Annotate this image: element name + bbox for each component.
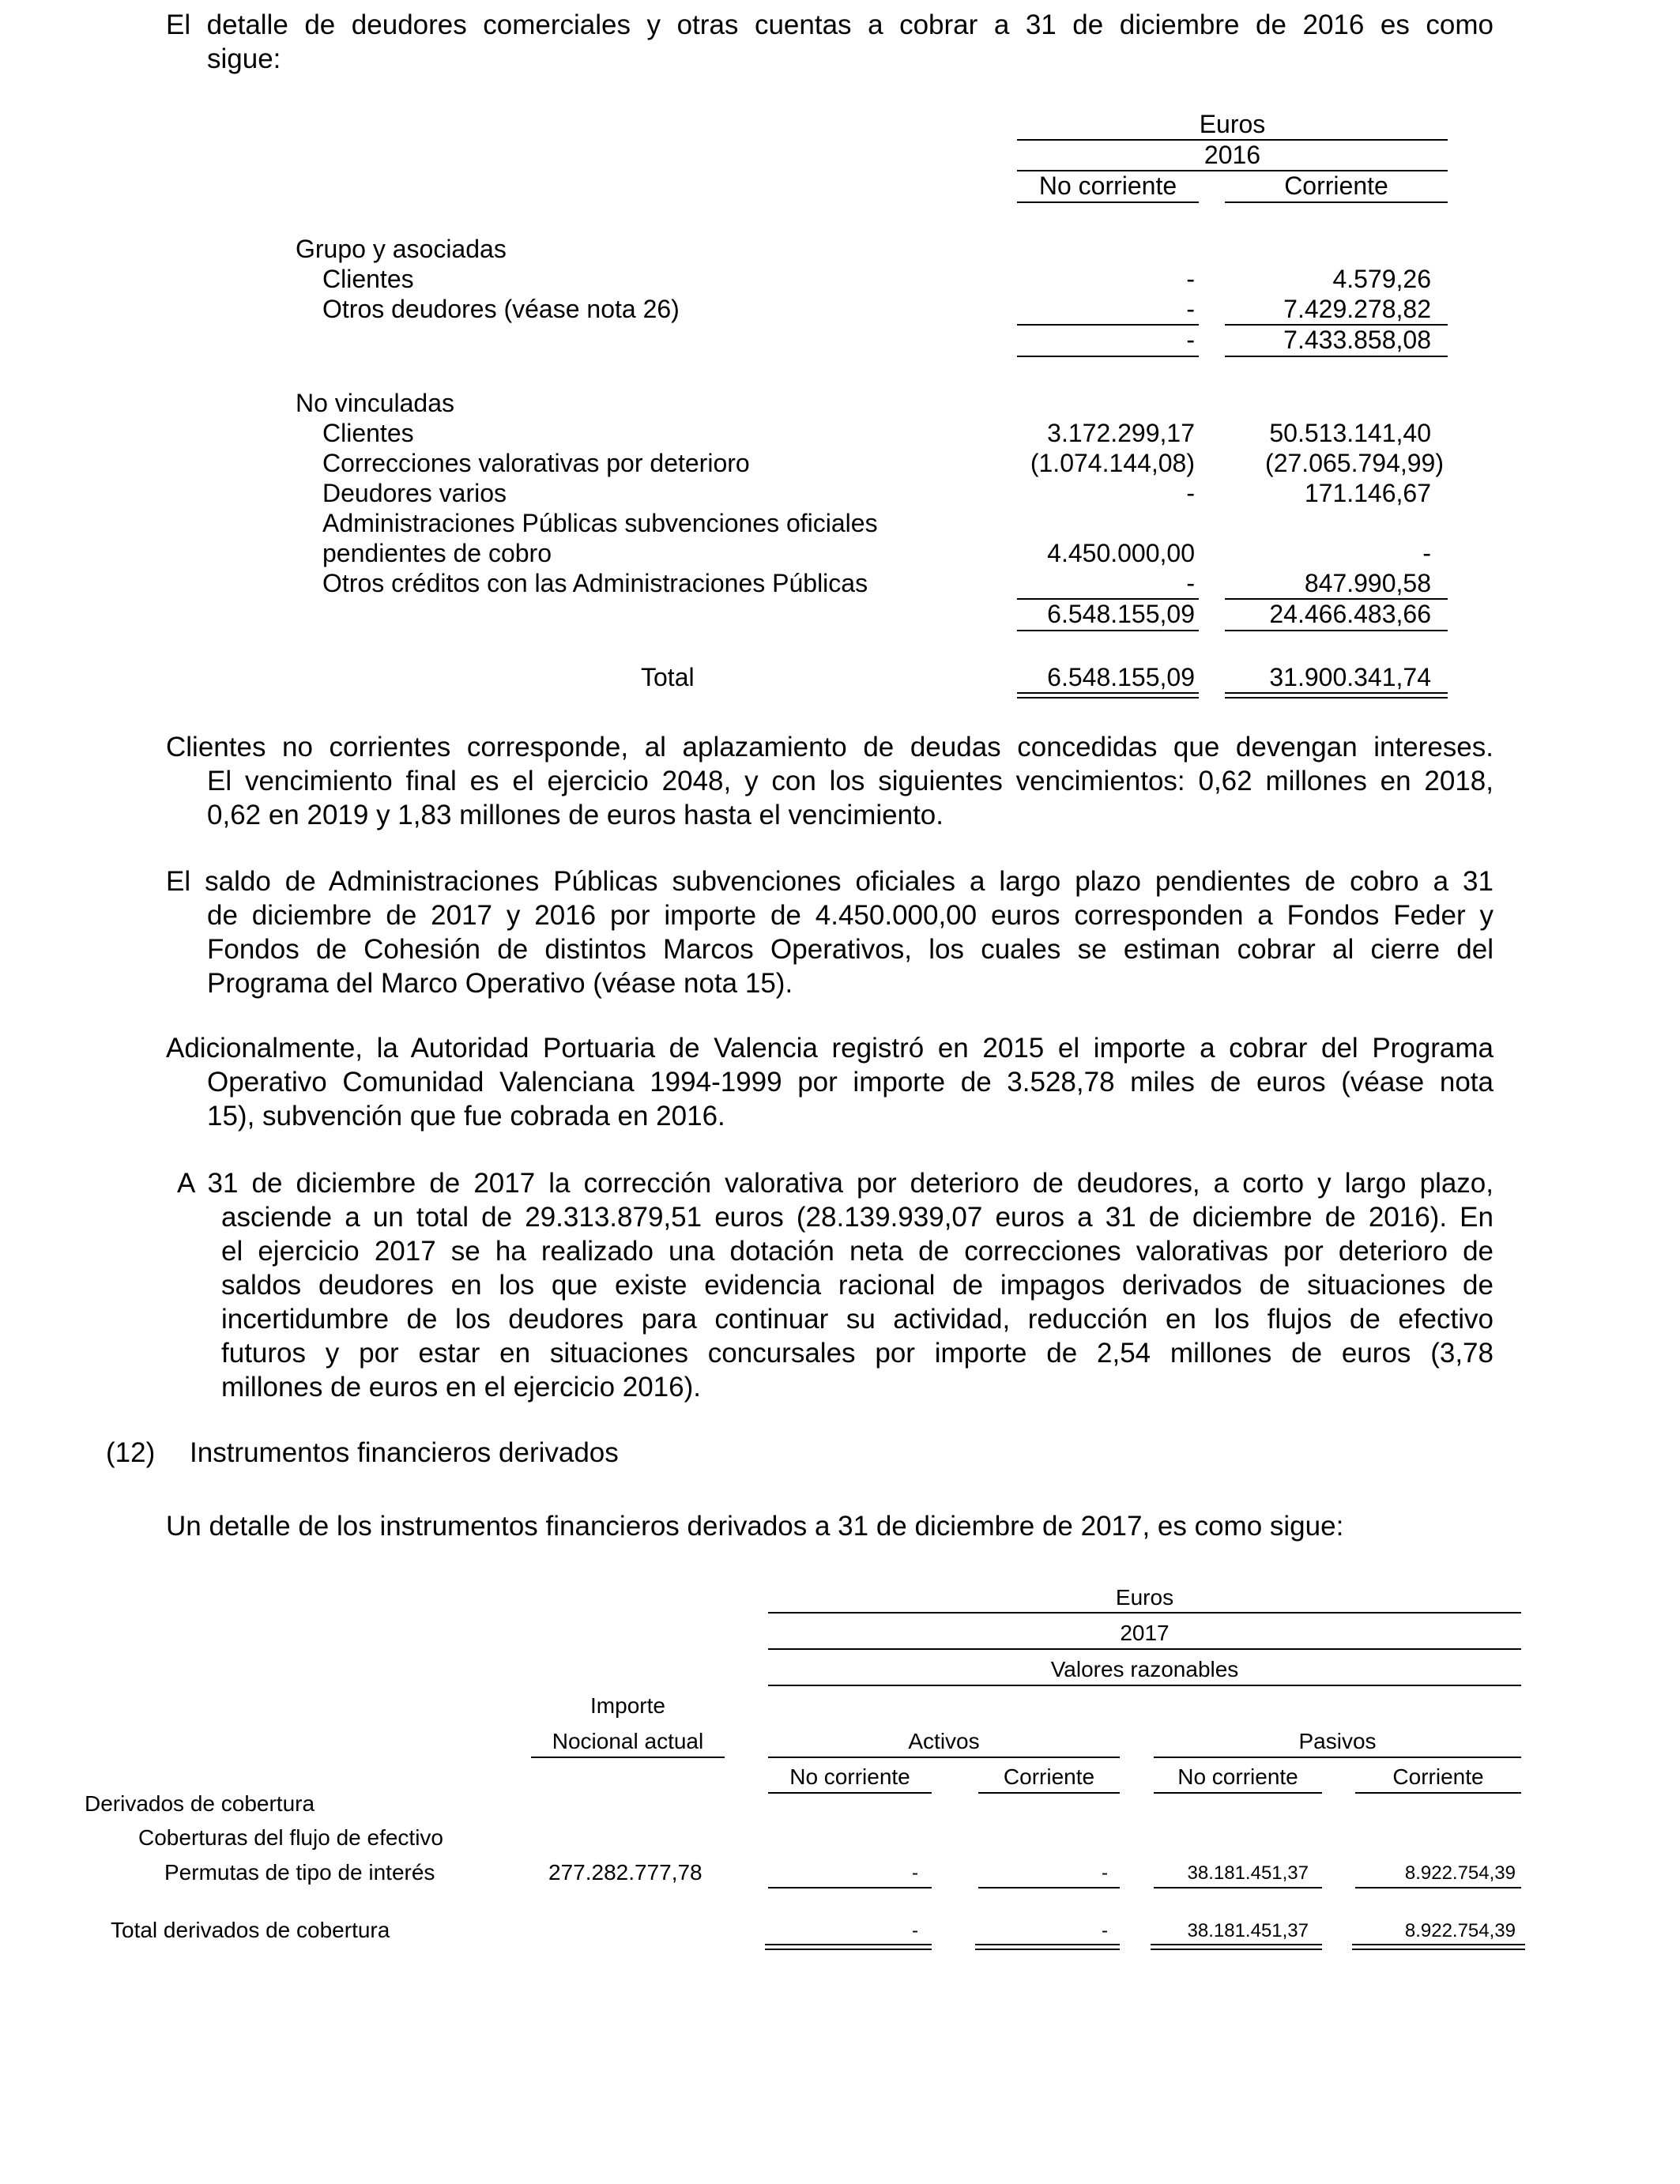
table2-total-double-rule <box>1151 1944 1322 1950</box>
paragraph-adicional <box>166 1031 1494 1133</box>
intro-paragraph <box>166 8 1494 76</box>
paragraph-line: Fondos de Cohesión de distintos Marcos Operativos, los cuales se estiman cobrar al cierre del <box>207 934 1494 965</box>
table2-rule <box>1154 1757 1521 1758</box>
paragraph-clientes <box>166 730 1494 832</box>
subtotal-noncurrent: 6.548.155,09 <box>1047 600 1195 628</box>
table2-total-double-rule <box>975 1944 1120 1950</box>
table2-cell: 38.181.451,37 <box>1187 1862 1309 1884</box>
table2-rule <box>768 1792 932 1794</box>
cell-current: 4.579,26 <box>1332 265 1431 293</box>
subtotal-rule <box>1225 630 1448 631</box>
cell-current: 171.146,67 <box>1304 479 1431 507</box>
cell-noncurrent: 4.450.000,00 <box>1047 539 1195 567</box>
paragraph-line: el ejercicio 2017 se ha realizado una dotación neta de correcciones valorativas por deterioro de <box>221 1236 1494 1267</box>
table2-rule <box>768 1887 932 1888</box>
cell-current: 847.990,58 <box>1304 569 1431 597</box>
table2-pasivos-header: Pasivos <box>1298 1729 1377 1753</box>
table2-cell: - <box>1102 1862 1108 1884</box>
table2-col-pasivos-current: Corriente <box>1392 1764 1484 1789</box>
total-double-rule <box>1225 692 1448 699</box>
table2-total-label: Total derivados de cobertura <box>111 1918 390 1942</box>
section-title: Instrumentos financieros derivados <box>190 1437 619 1468</box>
subtotal-current: 7.433.858,08 <box>1283 326 1431 354</box>
table1-col-noncurrent: No corriente <box>1038 171 1177 200</box>
table2-rule <box>768 1757 1120 1758</box>
table2-rule <box>1154 1887 1322 1888</box>
table2-currency-header: Euros <box>1115 1585 1174 1610</box>
table2-activos-header: Activos <box>908 1729 980 1753</box>
table2-row-label: Permutas de tipo de interés <box>164 1860 435 1885</box>
table2-total-cell: - <box>912 1920 918 1941</box>
table2-importe-header: Importe <box>590 1693 665 1718</box>
cell-noncurrent: - <box>1186 479 1195 507</box>
intro-line: sigue: <box>207 43 281 74</box>
table2-rule <box>768 1648 1521 1650</box>
intro-line: El detalle de deudores comerciales y otras cuentas a cobrar a 31 de diciembre de 2016 es como <box>166 9 1494 40</box>
table2-rule <box>1154 1792 1322 1794</box>
subtotal-rule <box>1017 356 1199 357</box>
table2-cell: - <box>912 1862 918 1884</box>
paragraph-line: A 31 de diciembre de 2017 la corrección valorativa por deterioro de deudores, a corto y largo plazo, <box>177 1168 1494 1199</box>
paragraph-detalle: Un detalle de los instrumentos financieros derivados a 31 de diciembre de 2017, es como sigue: <box>166 1511 1344 1542</box>
row-label-continued: pendientes de cobro <box>322 539 552 567</box>
row-label: Deudores varios <box>322 479 507 507</box>
subtotal-rule <box>1225 356 1448 357</box>
row-label: Otros créditos con las Administraciones Públicas <box>322 569 868 597</box>
paragraph-line: Programa del Marco Operativo (véase nota 15). <box>207 968 793 999</box>
section-number: (12) <box>106 1437 156 1468</box>
table2-total-cell: 38.181.451,37 <box>1187 1920 1309 1941</box>
paragraph-line: asciende a un total de 29.313.879,51 euros (28.139.939,07 euros a 31 de diciembre de 2016). En <box>221 1202 1494 1233</box>
table2-fair-value-header: Valores razonables <box>1050 1657 1239 1681</box>
table2-col-activos-noncurrent: No corriente <box>789 1764 910 1789</box>
table1-rule <box>1017 201 1199 203</box>
cell-noncurrent: - <box>1186 265 1195 293</box>
table2-col-pasivos-noncurrent: No corriente <box>1177 1764 1298 1789</box>
table2-rule <box>978 1887 1120 1888</box>
subtotal-rule <box>1017 630 1199 631</box>
table2-total-cell: 8.922.754,39 <box>1404 1920 1516 1941</box>
cell-current: - <box>1422 539 1431 567</box>
table2-row-title: Derivados de cobertura <box>85 1791 315 1816</box>
row-label: Clientes <box>322 419 414 447</box>
cell-noncurrent: (1.074.144,08) <box>1030 449 1195 477</box>
table2-cell: 8.922.754,39 <box>1404 1862 1516 1884</box>
table2-rule <box>768 1612 1521 1614</box>
cell-noncurrent: - <box>1186 295 1195 323</box>
total-current: 31.900.341,74 <box>1269 663 1431 691</box>
table2-total-double-rule <box>765 1944 932 1950</box>
cell-current: 50.513.141,40 <box>1269 419 1431 447</box>
table2-total-double-rule <box>1352 1944 1525 1950</box>
table2-total-cell: - <box>1102 1920 1108 1941</box>
paragraph-line: futuros y por estar en situaciones concursales por importe de 2,54 millones de euros (3,78 <box>221 1338 1494 1369</box>
table2-col-activos-current: Corriente <box>1003 1764 1095 1789</box>
table2-rule <box>768 1685 1521 1686</box>
paragraph-line: El vencimiento final es el ejercicio 2048, y con los siguientes vencimientos: 0,62 millones en 2018, <box>207 766 1494 796</box>
row-label: Otros deudores (véase nota 26) <box>322 295 680 323</box>
table2-rule <box>1355 1792 1521 1794</box>
total-label: Total <box>641 663 695 691</box>
total-noncurrent: 6.548.155,09 <box>1047 663 1195 691</box>
cell-current: 7.429.278,82 <box>1283 295 1431 323</box>
table2-rule <box>1355 1887 1521 1888</box>
table2-nocional-header: Nocional actual <box>552 1729 704 1753</box>
paragraph-line: 0,62 en 2019 y 1,83 millones de euros hasta el vencimiento. <box>207 800 944 830</box>
table1-year-header: 2016 <box>1203 141 1261 169</box>
paragraph-line: saldos deudores en los que existe evidencia racional de impagos derivados de situaciones de <box>221 1270 1494 1301</box>
table2-rule <box>978 1792 1120 1794</box>
table1-currency-header: Euros <box>1199 110 1266 138</box>
table2-cell-importe: 277.282.777,78 <box>548 1860 703 1885</box>
row-label: Clientes <box>322 265 414 293</box>
cell-noncurrent: 3.172.299,17 <box>1047 419 1195 447</box>
cell-noncurrent: - <box>1186 569 1195 597</box>
subtotal-noncurrent: - <box>1186 326 1195 354</box>
paragraph-saldo <box>166 864 1494 1000</box>
total-double-rule <box>1017 692 1199 699</box>
paragraph-line: incertidumbre de los deudores para continuar su actividad, reducción en los flujos de efectivo <box>221 1304 1494 1335</box>
paragraph-line: millones de euros en el ejercicio 2016). <box>221 1372 701 1403</box>
paragraph-correccion <box>177 1166 1494 1404</box>
row-label: Correcciones valorativas por deterioro <box>322 449 750 477</box>
table1-col-current: Corriente <box>1284 171 1388 200</box>
table1-rule <box>1225 201 1448 203</box>
paragraph-line: de diciembre de 2017 y 2016 por importe de 4.450.000,00 euros corresponden a Fondos Feder y <box>207 900 1494 931</box>
row-label: Administraciones Públicas subvenciones oficiales <box>322 509 878 537</box>
subtotal-current: 24.466.483,66 <box>1269 600 1431 628</box>
table2-rule <box>531 1757 725 1758</box>
group-title: No vinculadas <box>296 389 454 417</box>
paragraph-line: 15), subvención que fue cobrada en 2016. <box>207 1101 725 1132</box>
table2-year-header: 2017 <box>1120 1621 1170 1645</box>
group-title: Grupo y asociadas <box>296 235 507 263</box>
paragraph-line: Adicionalmente, la Autoridad Portuaria de Valencia registró en 2015 el importe a cobrar del Programa <box>166 1033 1494 1064</box>
table2-row-subtitle: Coberturas del flujo de efectivo <box>138 1825 443 1850</box>
paragraph-line: El saldo de Administraciones Públicas subvenciones oficiales a largo plazo pendientes de cobro a 31 <box>166 866 1494 897</box>
paragraph-line: Operativo Comunidad Valenciana 1994-1999 por importe de 3.528,78 miles de euros (véase nota <box>207 1067 1494 1098</box>
paragraph-line: Clientes no corrientes corresponde, al aplazamiento de deudas concedidas que devengan intereses. <box>166 732 1494 763</box>
cell-current: (27.065.794,99) <box>1265 449 1444 477</box>
